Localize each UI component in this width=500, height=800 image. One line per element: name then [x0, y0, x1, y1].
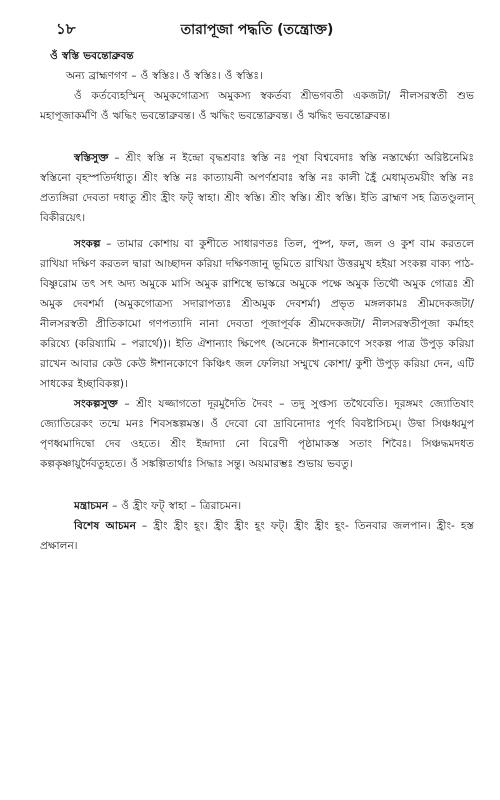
sankalpa-text: – তামার কোশায় বা কুশীতে সাধারণতঃ তিল, পুষ্প, ফল, জল ও কুশ বাম করতলে রাখিয়া দক্ষিণ করতল দ্বারা আচ্ছাদন করিয়া দক্ষিণজানু ভূমিতে রাখিয়া উত্তরমুখ হইয়া সংকল্প বাক্য পাঠ- বিষ্ণুরোম তৎ সৎ অদ্য অমুকে মাসি অমুক রাশিস্থে ভাস্করে অমুকে পক্ষে অমুক তিথৌ অমুক গোত্রঃ শ্রী অমুক দেবশর্মা (অমুকগোত্রস্য সদারাপত্যঃ শ্রীঅমুক দেবশর্মা) প্রভৃত মঙ্গলকামঃ শ্রীমদেকজটা/ নীলসরস্বতী প্রীতিকামো গণপত্যাদি নানা দেবতা পূজাপূর্বক শ্রীমদেকজটা/ নীলসরস্বতীপূজা কর্মাহং করিষ্যে (করিষ্যামি – পরার্থে))। ইতি ঐশান্যাং ক্ষিপেৎ (অনেকে ঈশানকোণে সংকল্প পাত্র উপুড় করিয়া রাখেন আবার কেউ কেউ ঈশানকোণে কিঞ্চিৎ জল ফেলিয়া সম্মুখে কোশা/ কুশী উপুড় করিয়া দেন, এটি সাধকের ইচ্ছাবিকল্প)।: [40, 238, 474, 390]
sankalpa-paragraph: [40, 234, 474, 394]
svastisukta-term: স্বস্তিসুক্ত: [74, 152, 109, 164]
mantracaman-term: মন্ত্রাচমন: [74, 500, 109, 512]
visesacaman-paragraph: [40, 516, 474, 556]
svastisukta-paragraph: [40, 148, 474, 228]
sankalpasukta-text: – শ্রীং যজ্জাগতো দূরমুদৈতি দৈবং – তদু সুপ্তস্য তথৈবেতি। দূরঙ্গমং জ্যোতিষাং জ্যোতিরেকং তন্মে মনঃ শিবসঙ্কল্পমস্ত। ওঁ দেবো বো দ্রাবিনোদাঃ পূর্ণং বিবষ্টাসিচম্। উদ্বা সিঞ্চধ্বমুপ পৃণধ্বমাদিদ্বো দেব ওহতে। শ্রীং ইন্দ্রাদ্যা নো বিরেণী পৃষ্ঠামাকস্ত সতাং শিবৈঃ। সিঞ্চদ্ধমদধত কল্পকৃষ্ণায়ুর্দৈবতুহতে। ওঁ সঙ্কল্পিতার্থাঃ সিদ্ধাঃ সন্তু। অয়মারম্ভঃ শুভায় ভবতু।: [40, 398, 474, 470]
sankalpasukta-paragraph: [40, 394, 474, 474]
spacer: [40, 126, 474, 148]
running-title: তারাপূজা পদ্ধতি (তন্ত্রোক্ত): [180, 22, 334, 38]
sankalpa-term: সংকল্প: [74, 238, 101, 250]
svastisukta-text: – শ্রীং স্বস্তি ন ইন্দ্রো বৃদ্ধশ্রবাঃ স্বস্তি নঃ পূষা বিশ্ববেদাঃ স্বস্তি নস্তার্ক্ষ্যো অরিষ্টনেমিঃ স্বস্তিনো বৃহস্পতির্দধাতু। শ্রীং স্বস্তি নঃ কাত্যায়নী অপর্ণশ্রবাঃ স্বস্তি নঃ কালী হ্রৈঁ মেধামৃতময়ীং স্বস্তি নঃ প্রত্যঙ্গিরা দেবতা দধাতু শ্রীং হ্রীং ফট্ স্বাহা। শ্রীং স্বস্তি। শ্রীং স্বস্তি। শ্রীং স্বস্তি। ইতি ব্রাহ্মণ সহ ত্রিতণ্ডুলান্ বিকীরয়েৎ।: [40, 152, 474, 224]
sankalpasukta-term: সংকল্পসুক্ত: [74, 398, 118, 410]
svasti-heading: ওঁ স্বস্তি ভবন্তোব্রুবন্ত: [50, 50, 134, 62]
mantracaman-paragraph: [40, 496, 474, 516]
svasti-paragraph: ওঁ কর্তব্যেহস্মিন্ অমুকগোত্রস্য অমুকস্য স্বকর্তব্য শ্রীভগবতী একজটা/ নীলসরস্বতী শুভ মহাপূজাকর্মণি ওঁ ঋদ্ধিং ভবন্তোব্রুবন্ত। ওঁ ঋদ্ধিং ভবন্তোব্রুবন্ত। ওঁ ঋদ্ধিং ভবন্তোব্রুবন্ত।: [40, 90, 474, 122]
visesacaman-term: বিশেষ আচমন: [74, 520, 136, 532]
visesacaman-text: – হ্রীং হ্রীং হূং। হ্রীং হ্রীং হূং ফট্। হ্রীং হ্রীং হূং- তিনবার জলপান। হ্রীং- হস্ত প্রক্ষালন।: [40, 520, 475, 552]
mantracaman-text: – ওঁ হ্রীং ফট্ স্বাহা – ত্রিরাচমন।: [108, 500, 242, 512]
svasti-response-line: অন্য ব্রাহ্মণগণ – ওঁ স্বস্তিঃ। ওঁ স্বস্তিঃ। ওঁ স্বস্তিঃ।: [66, 70, 263, 82]
spacer: [40, 474, 474, 496]
page-number: ১৮: [56, 20, 76, 38]
page-header: [40, 18, 474, 42]
